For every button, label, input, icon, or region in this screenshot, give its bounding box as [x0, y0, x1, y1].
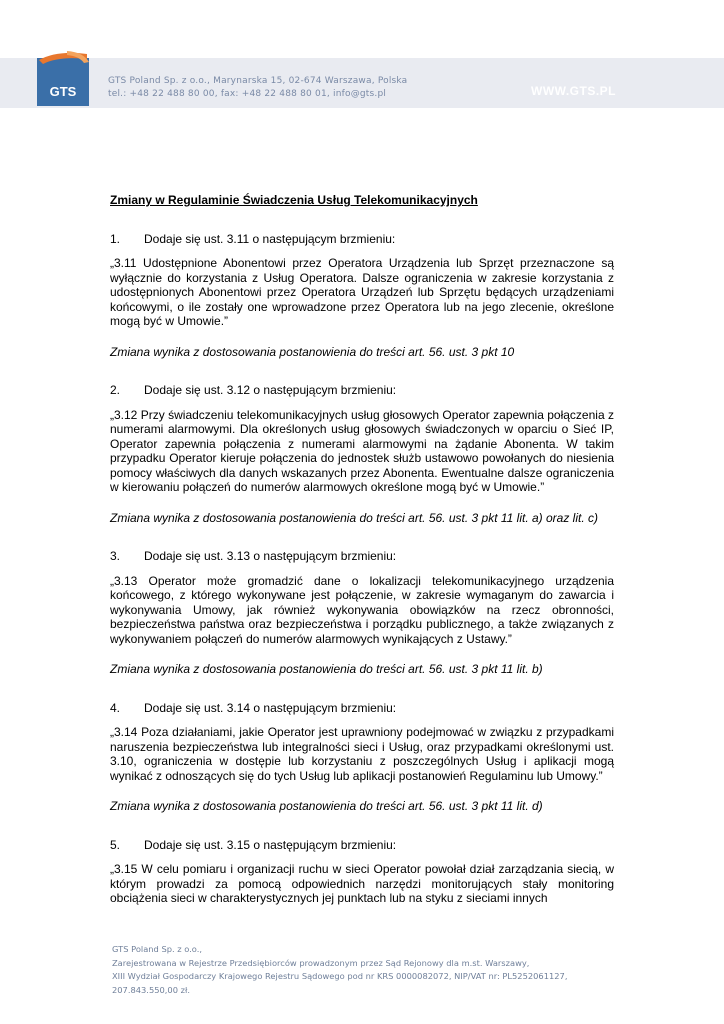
- item-text: „3.12 Przy świadczeniu telekomunikacyjnych usług głosowych Operator zapewnia połączenia z numerami alarmowymi. Dla określonych usług głosowych świadczonych w oparciu o Sieć IP, Operator zapewnia połączenia z numerami alarmowymi na żądanie Abonenta. W takim przypadku Operator kieruje połączenia do jednostek służb ustawowo powołanych do niesienia pomocy właściwych dla danych wskazanych przez Abonenta. Ewentualne dalsze ograniczenia w kierowaniu połączeń do numerów alarmowych określone mogą być w Umowie.”: [110, 407, 614, 494]
- item-heading-text: Dodaje się ust. 3.12 o następującym brzmieniu:: [144, 383, 397, 397]
- item-number: 5.: [110, 837, 121, 852]
- page-footer: [112, 943, 632, 997]
- item-note: Zmiana wynika z dostosowania postanowienia do treści art. 56. ust. 3 pkt 11 lit. d): [110, 799, 543, 813]
- footer-company: GTS Poland Sp. z o.o.,: [112, 944, 203, 954]
- logo-text: GTS: [49, 84, 77, 99]
- item-text: „3.15 W celu pomiaru i organizacji ruchu w sieci Operator powołał dział zarządzania siecią, w którym prowadzi za pomocą odpowiednich narzędzi monitorujących stały monitoring obciążenia sieci w charakterystycznych jej punktach lub na styku z sieciami innych: [110, 862, 614, 905]
- item-text: „3.11 Udostępnione Abonentowi przez Operatora Urządzenia lub Sprzęt przeznaczone są wyłącznie do korzystania z Usług Operatora. Dalsze ograniczenia w zakresie korzystania z udostępnionych Abonentowi przez Operatora Urządzeń lub Sprzętu będących urządzeniami końcowymi, o ile zostały one wprowadzone przez Operatora lub na jego zlecenie, określone mogą być w Umowie.”: [110, 256, 614, 328]
- item-note: Zmiana wynika z dostosowania postanowienia do treści art. 56. ust. 3 pkt 10: [110, 344, 515, 359]
- company-contact: tel.: +48 22 488 80 00, fax: +48 22 488 80 01, info@gts.pl: [108, 89, 387, 99]
- item-text: „3.14 Poza działaniami, jakie Operator jest uprawniony podejmować w związku z przypadkami naruszenia bezpieczeństwa lub integralności sieci i Usług, oraz przypadkami określonymi ust. 3.10, ograniczenia w dostępie lub korzystaniu z poszczególnych Usług i aplikacji mogą wynikać z odnoszących się do tych Usług lub aplikacji postanowień Regulaminu lub Umowy.”: [110, 725, 614, 783]
- list-item: [110, 701, 614, 814]
- item-heading-text: Dodaje się ust. 3.11 o następującym brzmieniu:: [144, 231, 396, 246]
- item-heading-text: Dodaje się ust. 3.13 o następującym brzmieniu:: [144, 549, 397, 563]
- document-body: [110, 193, 614, 906]
- item-number: 4.: [110, 700, 121, 715]
- list-item: [110, 838, 614, 906]
- website-link[interactable]: WWW.GTS.PL: [531, 84, 616, 98]
- list-item: [110, 549, 614, 677]
- item-heading: [110, 232, 614, 247]
- item-number: 2.: [110, 383, 121, 397]
- list-item: [110, 232, 614, 360]
- item-heading: [110, 549, 614, 564]
- item-note: Zmiana wynika z dostosowania postanowienia do treści art. 56. ust. 3 pkt 11 lit. b): [110, 662, 543, 676]
- list-item: [110, 383, 614, 525]
- item-note: Zmiana wynika z dostosowania postanowienia do treści art. 56. ust. 3 pkt 11 lit. a) oraz lit. c): [110, 510, 599, 525]
- document-title: Zmiany w Regulaminie Świadczenia Usług Telekomunikacyjnych: [110, 193, 478, 207]
- item-text: „3.13 Operator może gromadzić dane o lokalizacji telekomunikacyjnego urządzenia końcowego, z którego wykonywane jest połączenie, w zakresie wymaganym do zawarcia i wykonywania Umowy, jak również wykonywania obowiązków na rzecz obronności, bezpieczeństwa państwa oraz bezpieczeństwa i porządku publicznego, a także związanych z wykonywaniem połączeń do numerów alarmowych wynikających z Ustawy.”: [110, 573, 614, 646]
- item-number: 1.: [110, 231, 121, 246]
- footer-krs: XIII Wydział Gospodarczy Krajowego Rejestru Sądowego pod nr KRS 0000082072, NIP/VAT nr: PL5252061127,: [112, 971, 568, 981]
- footer-registry: Zarejestrowana w Rejestrze Przedsiębiorców prowadzonym przez Sąd Rejonowy dla m.st. Warszawy,: [112, 957, 530, 968]
- item-heading-text: Dodaje się ust. 3.14 o następującym brzmieniu:: [144, 700, 397, 715]
- company-address: GTS Poland Sp. z o.o., Marynarska 15, 02-674 Warszawa, Polska: [108, 76, 408, 86]
- footer-capital: 207.843.550,00 zł.: [112, 984, 190, 995]
- gts-logo: [37, 50, 89, 106]
- item-number: 3.: [110, 549, 121, 563]
- item-heading-text: Dodaje się ust. 3.15 o następującym brzmieniu:: [144, 837, 397, 852]
- item-heading: [110, 383, 614, 398]
- item-heading: [110, 701, 614, 716]
- item-heading: [110, 838, 614, 853]
